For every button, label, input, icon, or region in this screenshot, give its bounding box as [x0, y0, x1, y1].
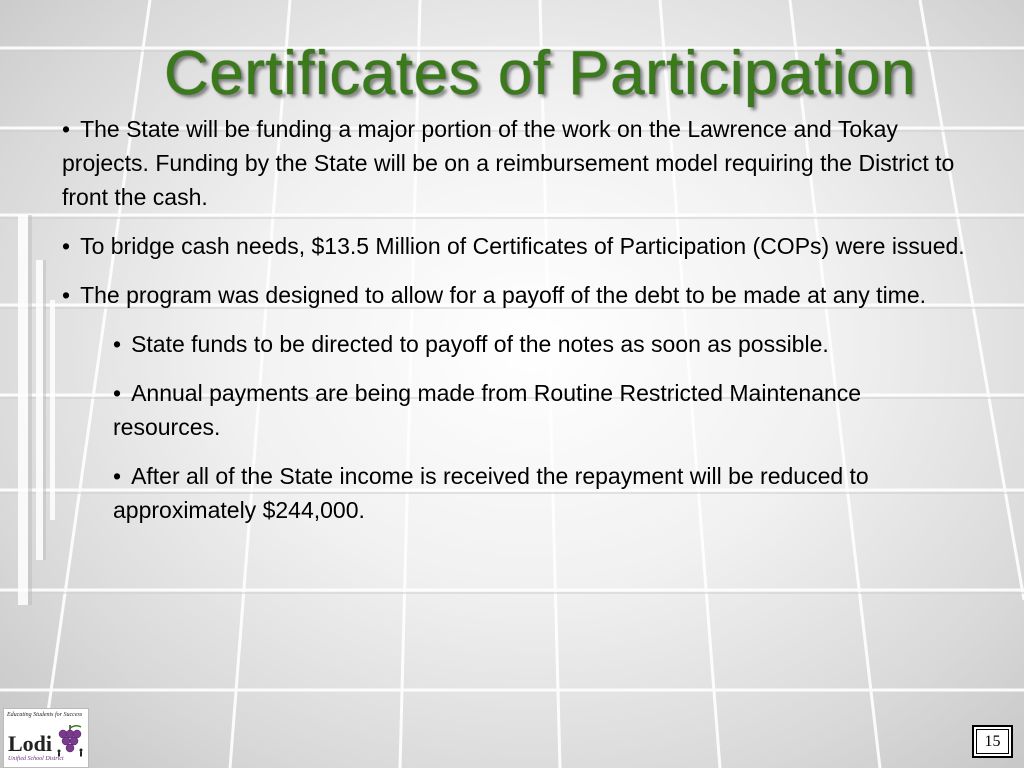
grape-cluster-icon	[54, 723, 86, 757]
page-number: 15	[972, 725, 1013, 758]
sub-bullet-item	[113, 327, 913, 361]
logo-name: Lodi	[8, 731, 53, 756]
bullet-icon: •	[113, 380, 122, 406]
logo-tagline: Educating Students for Success	[7, 712, 83, 718]
bullet-item	[62, 229, 987, 263]
sub-bullet-item	[113, 376, 913, 444]
bullet-icon: •	[62, 233, 71, 259]
slide-body	[62, 112, 987, 542]
slide-title: Certificates of Participation	[164, 39, 916, 108]
bullet-text: State funds to be directed to payoff of the notes as soon as possible.	[131, 331, 829, 357]
bullet-text: To bridge cash needs, $13.5 Million of Certificates of Participation (COPs) were issued.	[80, 233, 965, 259]
bullet-text: The State will be funding a major portion of the work on the Lawrence and Tokay projects. Funding by the State will be on a reimbursement model requiring the District to front the cash.	[62, 116, 955, 210]
logo-subtitle: Unified School District	[8, 756, 64, 762]
bullet-icon: •	[62, 116, 71, 142]
bullet-icon: •	[62, 282, 71, 308]
bullet-text: The program was designed to allow for a payoff of the debt to be made at any time.	[80, 282, 927, 308]
bullet-icon: •	[113, 331, 122, 357]
bullet-item	[62, 278, 987, 312]
bullet-text: Annual payments are being made from Routine Restricted Maintenance resources.	[113, 380, 862, 440]
bullet-text: After all of the State income is received the repayment will be reduced to approximately $244,000.	[113, 463, 869, 523]
district-logo	[3, 708, 89, 768]
sub-bullet-item	[113, 459, 913, 527]
bullet-item	[62, 112, 987, 214]
bullet-icon: •	[113, 463, 122, 489]
